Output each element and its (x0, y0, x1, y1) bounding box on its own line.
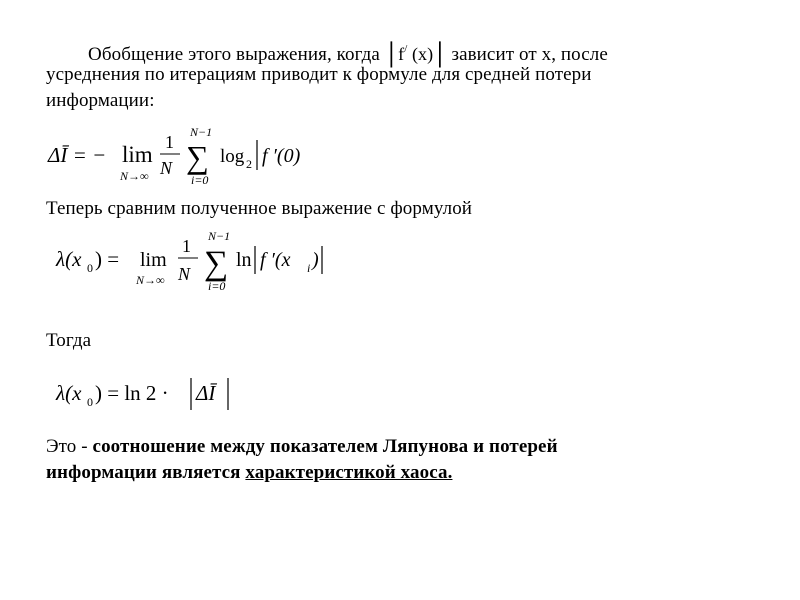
f1-frac-den: N (160, 158, 173, 178)
conclusion-bold: соотношение между показателем Ляпунова и потерей (92, 436, 558, 457)
f2-lhs-sub: 0 (87, 261, 93, 275)
intro-line-2: усреднения по итерациям приводит к формуле для средней потери (46, 64, 592, 85)
f2-frac-den: N (178, 264, 191, 284)
fx-argument: (x) (407, 44, 434, 64)
f2-lim: lim (140, 249, 167, 271)
intro-text-after: зависит от х, после (446, 44, 608, 65)
f2-arg-sub: i (307, 261, 311, 275)
formula-information-loss (44, 124, 364, 190)
f1-lim-sub: N→∞ (120, 169, 149, 183)
compare-text: Теперь сравним полученное выражение с формулой (46, 198, 473, 219)
fx-prime: / (404, 43, 408, 55)
conclusion-plain: Это - (46, 436, 93, 457)
abs-bar-left: │ (384, 43, 399, 68)
f3-lhs-sub: 0 (87, 395, 93, 409)
conclusion-bold-2: информации является (46, 462, 246, 483)
f1-log: log (220, 146, 245, 167)
f2-sum-top: N−1 (208, 229, 231, 243)
intro-line-3: информации: (46, 90, 155, 111)
intro-text-before: Обобщение этого выражения, когда (88, 44, 385, 65)
f1-log-sub: 2 (246, 157, 252, 171)
f2-ln: ln (236, 249, 252, 271)
f1-sum-sign: ∑ (186, 139, 209, 175)
f2-arg-close: ) (312, 249, 319, 271)
f1-lim: lim (122, 142, 153, 167)
f2-argument: f ′(x (260, 249, 291, 271)
f3-argument: ΔĪ (196, 381, 216, 405)
f3-lhs: λ(x (56, 381, 82, 405)
conclusion-line-2 (46, 460, 746, 486)
f2-lim-sub: N→∞ (136, 273, 165, 287)
f2-lhs-close: ) = (95, 247, 120, 271)
f1-lhs: ΔĪ = − (48, 143, 107, 167)
then-text: Тогда (46, 330, 92, 351)
f1-argument: f ′(0) (262, 145, 301, 167)
formula-lyapunov (50, 226, 350, 296)
f1-sum-top: N−1 (190, 125, 213, 139)
f1-sum-bottom: i=0 (191, 173, 209, 187)
f3-lhs-close: ) = ln 2 · (95, 381, 169, 405)
f1-frac-num: 1 (165, 132, 174, 152)
formula-relation (50, 370, 250, 416)
abs-bar-right: │ (433, 43, 447, 68)
f2-sum-bottom: i=0 (208, 279, 226, 293)
conclusion-line-1 (46, 434, 746, 460)
fx-symbol: f (398, 44, 405, 64)
f2-sum-sign: ∑ (204, 245, 229, 282)
f2-frac-num: 1 (182, 236, 191, 256)
f2-lhs: λ(x (56, 247, 82, 271)
conclusion-underlined: характеристикой хаоса. (245, 462, 453, 483)
